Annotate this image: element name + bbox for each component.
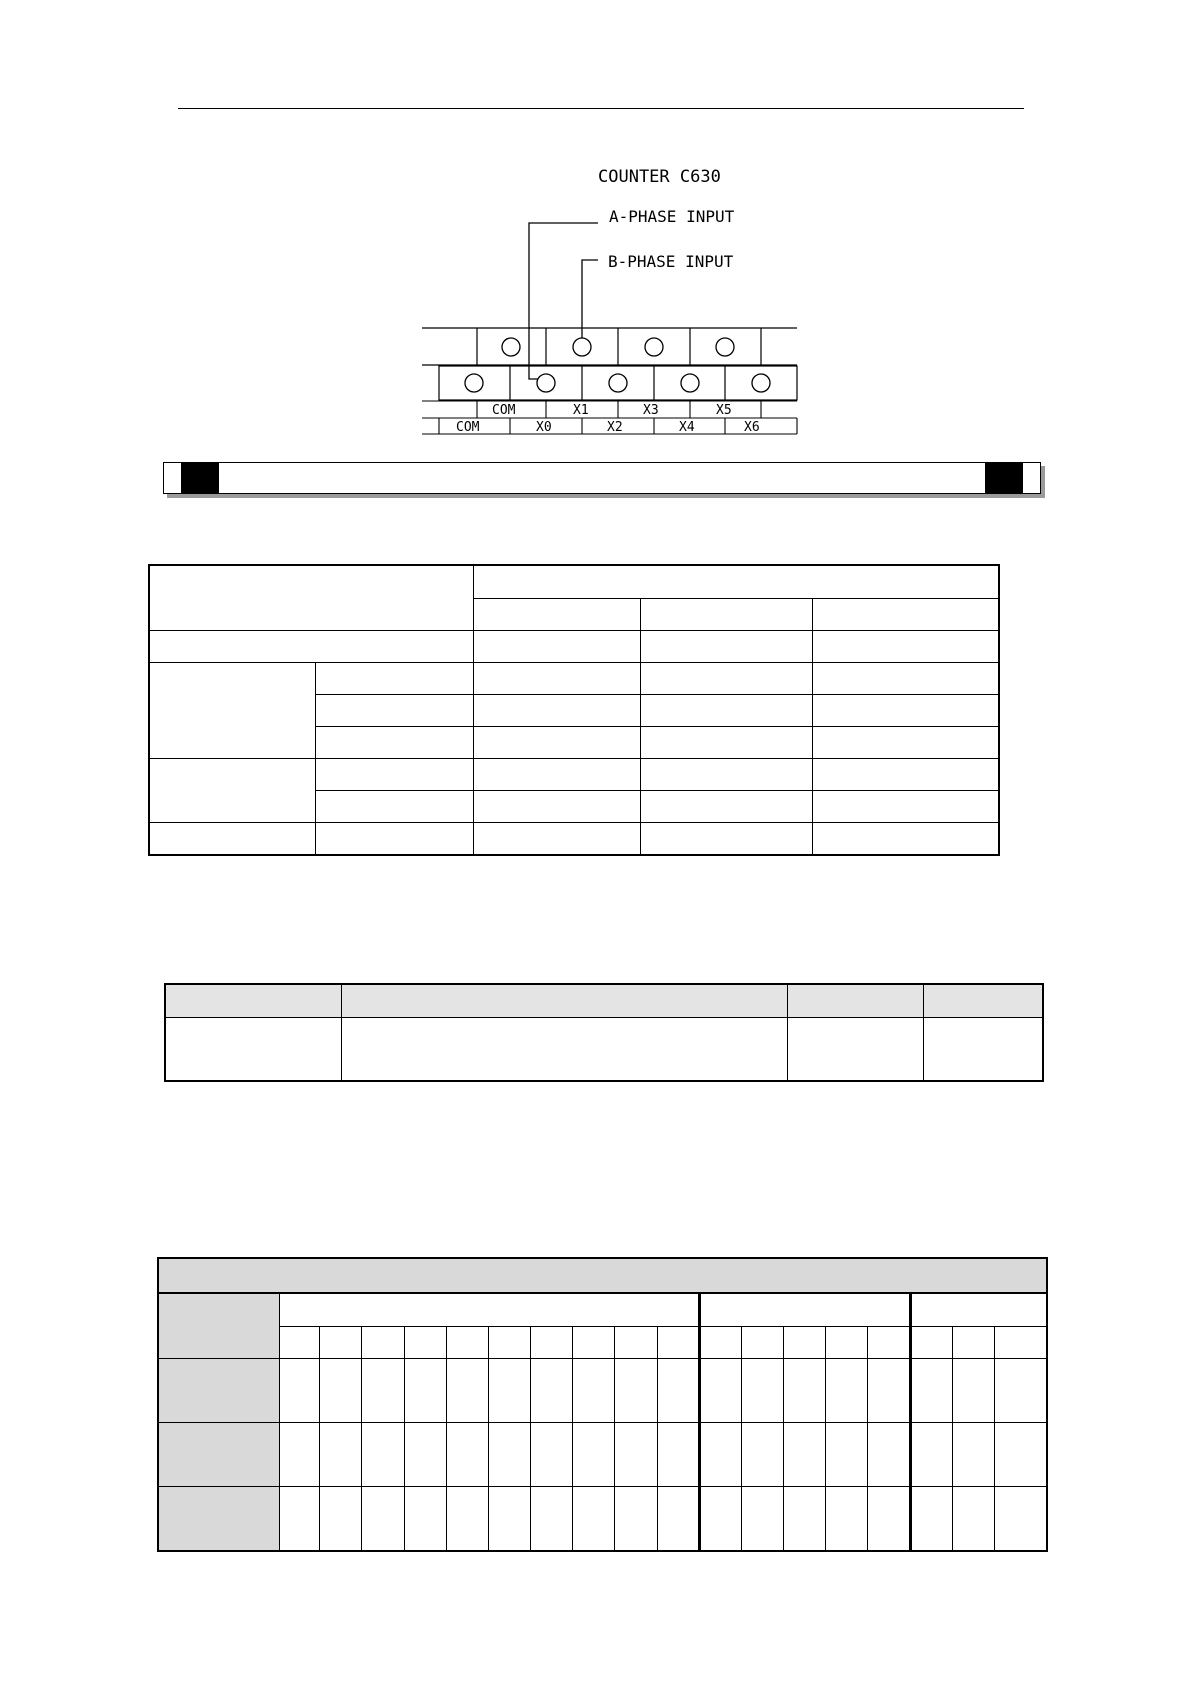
- table-cell: [315, 759, 473, 791]
- table-cell: [280, 1423, 320, 1487]
- terminal-label-lower: X2: [607, 420, 623, 435]
- terminal-screw: [752, 374, 770, 392]
- table-header-cell: [531, 1327, 573, 1359]
- terminal-label-lower: X6: [744, 420, 760, 435]
- table-cell: [868, 1423, 910, 1487]
- table-cell: [615, 1487, 657, 1552]
- table-row: [149, 663, 999, 695]
- table-cell: [315, 727, 473, 759]
- table-header-cell: [404, 1327, 446, 1359]
- table-cell: [315, 791, 473, 823]
- terminal-label-lower: X4: [679, 420, 695, 435]
- row-label-cell: [158, 1423, 280, 1487]
- table-header-cell: [741, 1327, 783, 1359]
- table-header-cell: [787, 984, 923, 1018]
- table-cell: [446, 1487, 488, 1552]
- table-header-row: [158, 1293, 1047, 1327]
- table-header-cell: [573, 1327, 615, 1359]
- table-cell: [474, 565, 999, 599]
- table-row: [165, 1018, 1043, 1082]
- terminal-screw: [645, 338, 663, 356]
- table-header-cell: [826, 1327, 868, 1359]
- table-cell: [640, 599, 812, 631]
- table-cell: [813, 823, 999, 856]
- table-header-cell: [923, 984, 1043, 1018]
- table-cell: [404, 1359, 446, 1423]
- table-cell: [813, 727, 999, 759]
- terminal-screw: [465, 374, 483, 392]
- terminal-label-upper: X3: [643, 403, 659, 418]
- instruction-table: [164, 983, 1044, 1082]
- table-cell: [923, 1018, 1043, 1082]
- counter-title: COUNTER C630: [598, 167, 721, 187]
- table-cell: [362, 1359, 404, 1423]
- table-cell: [994, 1423, 1047, 1487]
- a-phase-wire: [529, 223, 598, 379]
- table-header-cell: [280, 1327, 320, 1359]
- table-cell: [910, 1423, 952, 1487]
- table-cell: [868, 1359, 910, 1423]
- table-header-cell: [784, 1327, 826, 1359]
- section-title-bar: [163, 462, 1041, 494]
- row-label-cell: [158, 1487, 280, 1552]
- table-cell: [657, 1359, 699, 1423]
- table-cell: [640, 631, 812, 663]
- table-cell: [165, 1018, 341, 1082]
- table-cell: [404, 1423, 446, 1487]
- terminal-label-upper: X1: [573, 403, 589, 418]
- table-header-cell: [280, 1293, 700, 1327]
- table-cell: [315, 695, 473, 727]
- terminal-screw: [537, 374, 555, 392]
- table-cell: [149, 565, 474, 631]
- table-cell: [474, 631, 640, 663]
- table-cell: [341, 1018, 787, 1082]
- table-header-cell: [699, 1327, 741, 1359]
- table-row: [149, 565, 999, 599]
- table-cell: [488, 1423, 530, 1487]
- table-cell: [784, 1487, 826, 1552]
- table-header-cell: [699, 1293, 910, 1327]
- table-cell: [315, 663, 473, 695]
- table-cell: [320, 1359, 362, 1423]
- table-cell: [446, 1423, 488, 1487]
- lower-terminal-screws: [465, 374, 770, 392]
- table-row: [149, 823, 999, 856]
- terminal-screw: [681, 374, 699, 392]
- table-cell: [699, 1423, 741, 1487]
- table-cell: [362, 1423, 404, 1487]
- table-cell: [813, 791, 999, 823]
- table-cell: [868, 1487, 910, 1552]
- table-header-row: [165, 984, 1043, 1018]
- terminal-label-upper: X5: [716, 403, 732, 418]
- table-header-cell: [868, 1327, 910, 1359]
- table-header-cell: [165, 984, 341, 1018]
- table-cell: [474, 759, 640, 791]
- title-bar-block-right: [985, 463, 1023, 493]
- table-header-cell: [910, 1327, 952, 1359]
- table-cell: [784, 1359, 826, 1423]
- table-cell: [952, 1423, 994, 1487]
- table-cell: [813, 695, 999, 727]
- table-header-cell: [446, 1327, 488, 1359]
- terminal-screw: [609, 374, 627, 392]
- table-header-row: [158, 1327, 1047, 1359]
- table-cell: [474, 599, 640, 631]
- table-cell: [910, 1487, 952, 1552]
- table-cell: [362, 1487, 404, 1552]
- table-cell: [813, 599, 999, 631]
- table-cell: [488, 1359, 530, 1423]
- table-cell: [615, 1423, 657, 1487]
- table-cell: [640, 695, 812, 727]
- table-cell: [280, 1487, 320, 1552]
- terminal-screw: [716, 338, 734, 356]
- terminal-screw: [502, 338, 520, 356]
- table-header-cell: [362, 1327, 404, 1359]
- table-cell: [640, 823, 812, 856]
- table-header-cell: [341, 984, 787, 1018]
- table-caption-row: [158, 1258, 1047, 1293]
- table-cell: [149, 759, 315, 823]
- table-cell: [813, 759, 999, 791]
- table-cell: [741, 1487, 783, 1552]
- b-phase-wire: [582, 260, 598, 341]
- table-row: [149, 631, 999, 663]
- table-header-cell: [952, 1327, 994, 1359]
- table-cell: [813, 663, 999, 695]
- table-cell: [826, 1423, 868, 1487]
- table-cell: [787, 1018, 923, 1082]
- table-cell: [320, 1423, 362, 1487]
- table-cell: [149, 823, 315, 856]
- table-cell: [657, 1423, 699, 1487]
- table-cell: [994, 1487, 1047, 1552]
- table-row: [149, 759, 999, 791]
- table-cell: [474, 663, 640, 695]
- table-cell: [531, 1423, 573, 1487]
- b-phase-label: B-PHASE INPUT: [608, 252, 734, 271]
- table-cell: [573, 1487, 615, 1552]
- table-cell: [657, 1487, 699, 1552]
- upper-terminal-row: [422, 328, 797, 365]
- table-cell: [474, 823, 640, 856]
- terminal-screw: [573, 338, 591, 356]
- a-phase-label: A-PHASE INPUT: [609, 207, 735, 226]
- table-header-cell: [615, 1327, 657, 1359]
- table-cell: [640, 727, 812, 759]
- table-cell: [474, 791, 640, 823]
- table-header-cell: [994, 1327, 1047, 1359]
- terminal-label-lower: COM: [456, 420, 480, 435]
- title-bar-block-left: [181, 463, 219, 493]
- table-cell: [952, 1487, 994, 1552]
- table-header-cell: [158, 1293, 280, 1359]
- table-cell: [149, 631, 474, 663]
- table-caption-cell: [158, 1258, 1047, 1293]
- table-cell: [994, 1359, 1047, 1423]
- table-cell: [741, 1423, 783, 1487]
- table-cell: [573, 1359, 615, 1423]
- table-cell: [813, 631, 999, 663]
- table-cell: [699, 1359, 741, 1423]
- table-header-cell: [488, 1327, 530, 1359]
- counter-wiring-diagram: [0, 0, 1190, 450]
- table-cell: [488, 1487, 530, 1552]
- table-cell: [474, 727, 640, 759]
- spec-table: [148, 564, 1000, 856]
- table-cell: [315, 823, 473, 856]
- table-cell: [615, 1359, 657, 1423]
- table-cell: [640, 759, 812, 791]
- table-cell: [640, 791, 812, 823]
- table-cell: [474, 695, 640, 727]
- operand-table: [157, 1257, 1048, 1552]
- table-cell: [446, 1359, 488, 1423]
- table-cell: [741, 1359, 783, 1423]
- table-cell: [784, 1423, 826, 1487]
- table-cell: [320, 1487, 362, 1552]
- row-label-cell: [158, 1359, 280, 1423]
- terminal-label-upper: COM: [492, 403, 516, 418]
- table-cell: [952, 1359, 994, 1423]
- table-cell: [149, 663, 315, 759]
- terminal-label-lower: X0: [536, 420, 552, 435]
- table-cell: [910, 1359, 952, 1423]
- table-cell: [404, 1487, 446, 1552]
- table-header-cell: [910, 1293, 1047, 1327]
- table-cell: [531, 1359, 573, 1423]
- table-cell: [280, 1359, 320, 1423]
- table-row: [158, 1487, 1047, 1552]
- table-row: [158, 1423, 1047, 1487]
- table-header-cell: [320, 1327, 362, 1359]
- table-cell: [640, 663, 812, 695]
- table-cell: [826, 1487, 868, 1552]
- table-header-cell: [657, 1327, 699, 1359]
- table-cell: [531, 1487, 573, 1552]
- table-row: [158, 1359, 1047, 1423]
- table-cell: [573, 1423, 615, 1487]
- table-cell: [699, 1487, 741, 1552]
- table-cell: [826, 1359, 868, 1423]
